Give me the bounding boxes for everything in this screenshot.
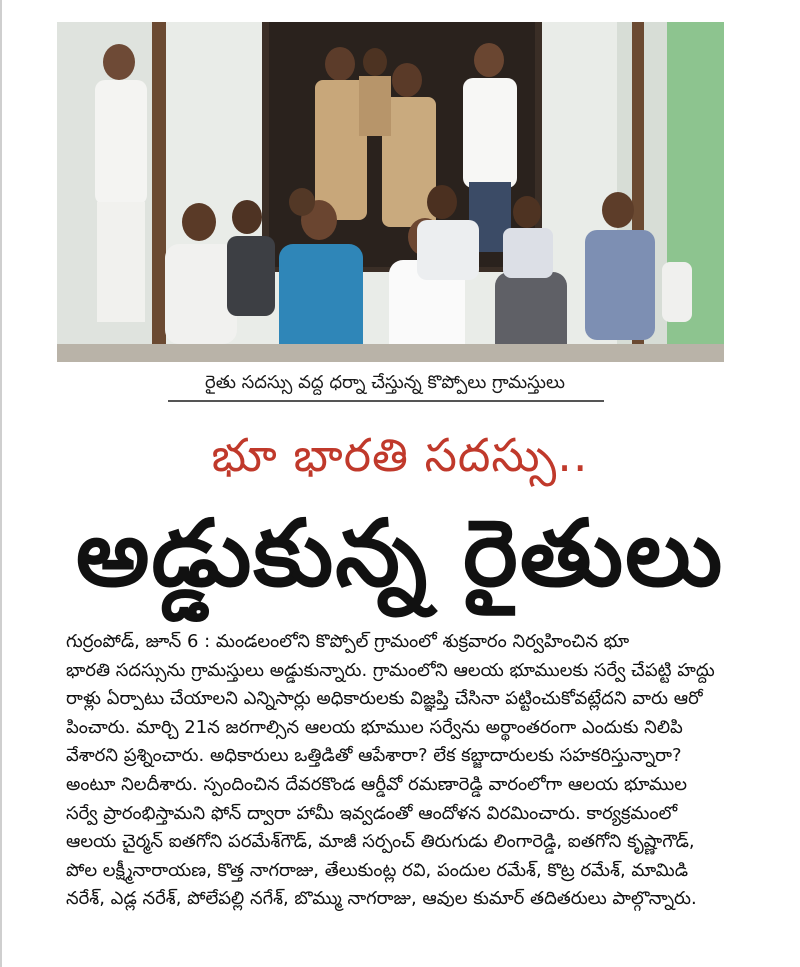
body-line: సర్వే ప్రారంభిస్తామని ఫోన్ ద్వారా హామీ ఇవ్వడంతో ఆందోళన విరమించారు. కార్యక్రమంలో <box>66 802 678 824</box>
body-line: వేశారని ప్రశ్నించారు. అధికారులు ఒత్తిడితో ఆపేశారా? లేక కబ్జాదారులకు సహకరిస్తున్నారా? <box>66 745 682 767</box>
page-edge <box>0 0 2 967</box>
body-line: రాళ్లు ఏర్పాటు చేయాలని ఎన్నిసార్లు అధికారులకు విజ్ఞప్తి చేసినా పట్టించుకోవట్లేదని వారు ఆరో <box>66 688 703 710</box>
photo-caption: రైతు సదస్సు వద్ద ధర్నా చేస్తున్న కొప్పోలు గ్రామస్తులు <box>205 372 565 393</box>
body-line: నరేశ్, ఎడ్ల నరేశ్, పోలేపల్లి నగేశ్, బొమ్ము నాగరాజు, ఆవుల కుమార్ తదితరులు పాల్గొన్నారు. <box>66 888 697 910</box>
article-body <box>66 628 730 914</box>
body-line: పోల లక్ష్మీనారాయణ, కొత్త నాగరాజు, తేలుకుంట్ల రవి, పందుల రమేశ్, కొట్ర రమేశ్, మామిడి <box>66 859 689 881</box>
protest-photo-illustration <box>57 22 724 362</box>
headline-kicker: భూ భారతి సదస్సు.. <box>211 428 589 482</box>
body-line: అంటూ నిలదీశారు. స్పందించిన దేవరకొండ ఆర్డీవో రమణారెడ్డి వారంలోగా ఆలయ భూముల <box>66 773 687 795</box>
caption-divider <box>168 400 604 402</box>
body-line: భారతి సదస్సును గ్రామస్తులు అడ్డుకున్నారు. గ్రామంలోని ఆలయ భూములకు సర్వే చేపట్టి హద్దు <box>66 659 715 681</box>
body-line: గుర్రంపోడ్, జూన్ 6 : మండలంలోని కొప్పోల్ గ్రామంలో శుక్రవారం నిర్వహించిన భూ <box>66 631 630 652</box>
body-line: పించారు. మార్చి 21న జరగాల్సిన ఆలయ భూముల సర్వేను అర్థాంతరంగా ఎందుకు నిలిపి <box>66 716 683 738</box>
news-photo <box>57 22 724 362</box>
main-headline: అడ్డుకున్న రైతులు <box>75 500 725 607</box>
body-line: ఆలయ చైర్మన్ ఐతగోని పరమేశ్‌గౌడ్, మాజీ సర్పంచ్ తిరుగుడు లింగారెడ్డి, ఐతగోని కృష్ణాగౌడ్, <box>66 831 695 853</box>
